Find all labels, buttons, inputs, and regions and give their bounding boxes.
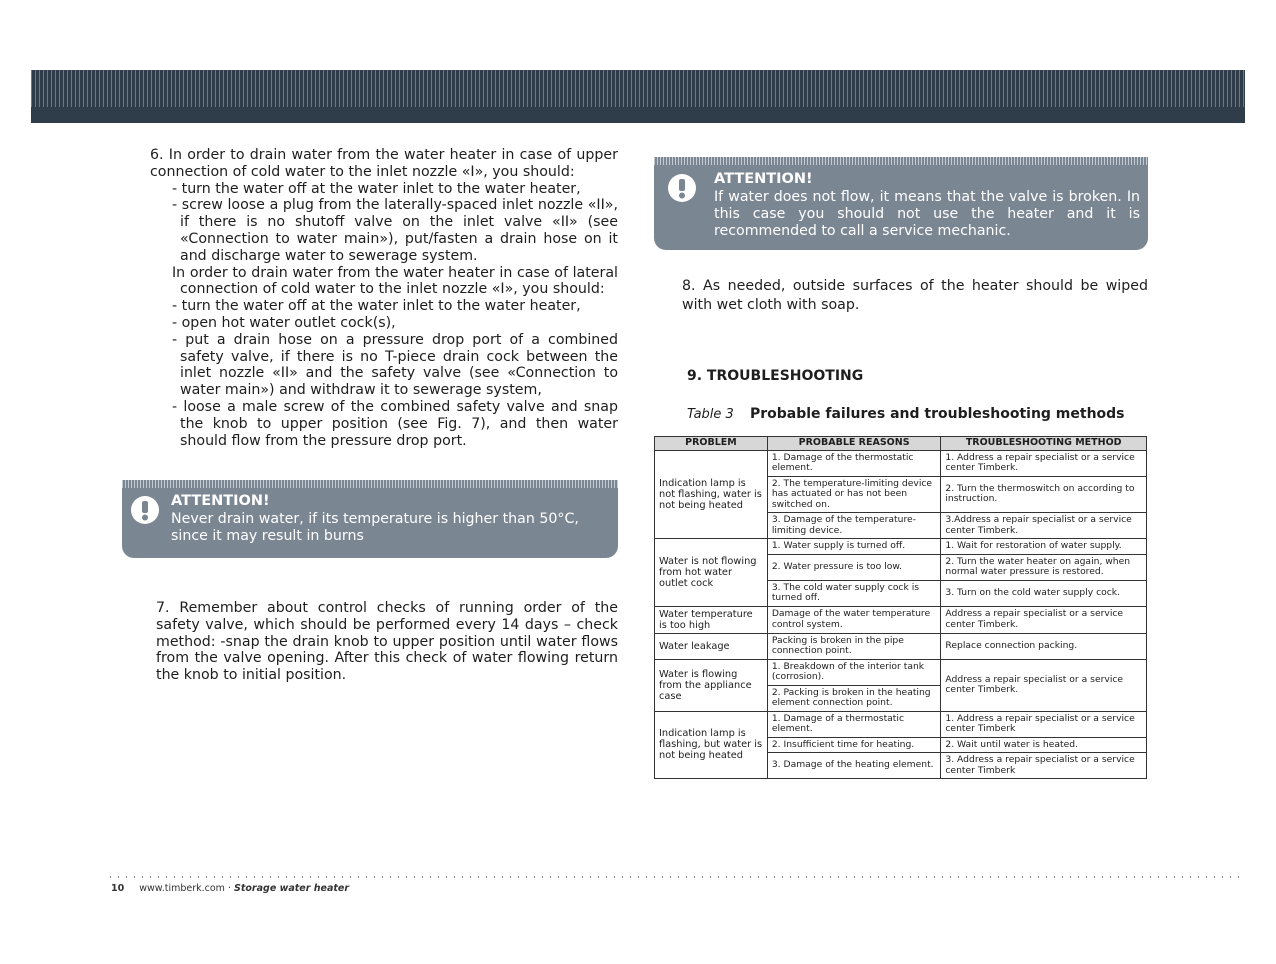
footer	[111, 883, 349, 894]
problem-cell: Water leakage	[655, 633, 768, 659]
table-row	[655, 539, 1147, 555]
attention-text: Never drain water, if its temperature is higher than 50°C, since it may result in burns	[171, 511, 579, 544]
header-bar	[31, 70, 1245, 123]
list-item: - put a drain hose on a pressure drop port of a combined safety valve, if there is no T-piece drain cock between the inlet nozzle «II» and the safety valve (see «Connection to water main») and withdraw it to sewerage system,	[172, 331, 618, 399]
method-cell: 2. Turn the thermoswitch on according to instruction.	[941, 476, 1147, 513]
method-cell: Address a repair specialist or a service center Timberk.	[941, 659, 1147, 711]
reason-cell: 1. Breakdown of the interior tank (corrosion).	[767, 659, 941, 685]
reason-cell: 2. Packing is broken in the heating element connection point.	[767, 685, 941, 711]
problem-cell: Water is flowing from the appliance case	[655, 659, 768, 711]
method-cell: 3.Address a repair specialist or a service center Timberk.	[941, 513, 1147, 539]
reason-cell: 2. Insufficient time for heating.	[767, 737, 941, 753]
attention-text: If water does not flow, it means that the valve is broken. In this case you should not use the heater and it is recommended to call a service mechanic.	[714, 189, 1140, 239]
column-header: TROUBLESHOOTING METHOD	[941, 437, 1147, 451]
p6-intro: 6. In order to drain water from the water heater in case of upper connection of cold water to the inlet nozzle «I», you should:	[150, 147, 618, 180]
column-header: PROBLEM	[655, 437, 768, 451]
method-cell: Address a repair specialist or a service center Timberk.	[941, 606, 1147, 633]
problem-cell: Indication lamp is flashing, but water is not being heated	[655, 711, 768, 779]
reason-cell: Packing is broken in the pipe connection point.	[767, 633, 941, 659]
reason-cell: 1. Damage of the thermostatic element.	[767, 450, 941, 476]
troubleshooting-table	[654, 436, 1147, 779]
table-row	[655, 450, 1147, 476]
list-item: - turn the water off at the water inlet to the water heater,	[172, 298, 581, 315]
attention-box-left	[122, 480, 618, 558]
attention-title: ATTENTION!	[171, 493, 270, 509]
reason-cell: Damage of the water temperature control system.	[767, 606, 941, 633]
method-cell: 2. Turn the water heater on again, when normal water pressure is restored.	[941, 554, 1147, 580]
reason-cell: 2. The temperature-limiting device has actuated or has not been switched on.	[767, 476, 941, 513]
table-row	[655, 633, 1147, 659]
table-header-row	[655, 437, 1147, 451]
problem-cell: Water temperature is too high	[655, 606, 768, 633]
p6-lateral: In order to drain water from the water heater in case of lateral connection of cold water to the inlet nozzle «I», you should:	[172, 264, 618, 298]
footer-doc-name: Storage water heater	[234, 883, 350, 894]
exclamation-icon	[131, 496, 159, 524]
problem-cell: Water is not flowing from hot water outlet cock	[655, 539, 768, 607]
left-column	[150, 147, 618, 449]
method-cell: 3. Address a repair specialist or a service center Timberk	[941, 753, 1147, 779]
reason-cell: 1. Damage of a thermostatic element.	[767, 711, 941, 737]
attention-box-right	[654, 157, 1148, 250]
reason-cell: 1. Water supply is turned off.	[767, 539, 941, 555]
table-row	[655, 606, 1147, 633]
method-cell: 1. Address a repair specialist or a service center Timberk.	[941, 450, 1147, 476]
attention-stripes	[122, 480, 618, 488]
list-item: - open hot water outlet cock(s),	[172, 314, 396, 331]
list-item: - turn the water off at the water inlet to the water heater,	[172, 180, 581, 197]
method-cell: 3. Turn on the cold water supply cock.	[941, 580, 1147, 606]
method-cell: 2. Wait until water is heated.	[941, 737, 1147, 753]
table-row	[655, 659, 1147, 685]
header-stripes	[31, 70, 1245, 107]
method-cell: Replace connection packing.	[941, 633, 1147, 659]
list-item: - loose a male screw of the combined safety valve and snap the knob to upper position (see Fig. 7), and then water should flow from the pressure drop port.	[172, 398, 618, 449]
reason-cell: 2. Water pressure is too low.	[767, 554, 941, 580]
list-item: - screw loose a plug from the laterally-spaced inlet nozzle «II», if there is no shutoff valve on the inlet valve «II» (see «Connection to water main»), put/fasten a drain hose on it and discharge water to sewerage system.	[172, 197, 618, 264]
reason-cell: 3. Damage of the temperature-limiting device.	[767, 513, 941, 539]
reason-cell: 3. Damage of the heating element.	[767, 753, 941, 779]
footer-site: www.timberk.com ·	[139, 883, 231, 894]
footer-divider	[110, 876, 1245, 878]
column-header: PROBABLE REASONS	[767, 437, 941, 451]
attention-stripes	[654, 157, 1148, 165]
table-title: Probable failures and troubleshooting methods	[749, 406, 1125, 422]
method-cell: 1. Wait for restoration of water supply.	[941, 539, 1147, 555]
table-row	[655, 711, 1147, 737]
attention-title: ATTENTION!	[714, 171, 813, 187]
table-caption	[687, 406, 1125, 422]
method-cell: 1. Address a repair specialist or a service center Timberk	[941, 711, 1147, 737]
problem-cell: Indication lamp is not flashing, water is not being heated	[655, 450, 768, 539]
p8-paragraph: 8. As needed, outside surfaces of the heater should be wiped with wet cloth with soap.	[682, 278, 1148, 313]
p7-paragraph: 7. Remember about control checks of running order of the safety valve, which should be performed every 14 days – check method: -snap the drain knob to upper position until water flows from the valve opening. After this check of water flowing return the knob to initial position.	[156, 600, 618, 684]
page-number: 10	[111, 883, 125, 894]
table-number: Table 3	[687, 407, 734, 422]
exclamation-icon	[668, 174, 696, 202]
reason-cell: 3. The cold water supply cock is turned off.	[767, 580, 941, 606]
section-title: 9. TROUBLESHOOTING	[687, 368, 864, 384]
